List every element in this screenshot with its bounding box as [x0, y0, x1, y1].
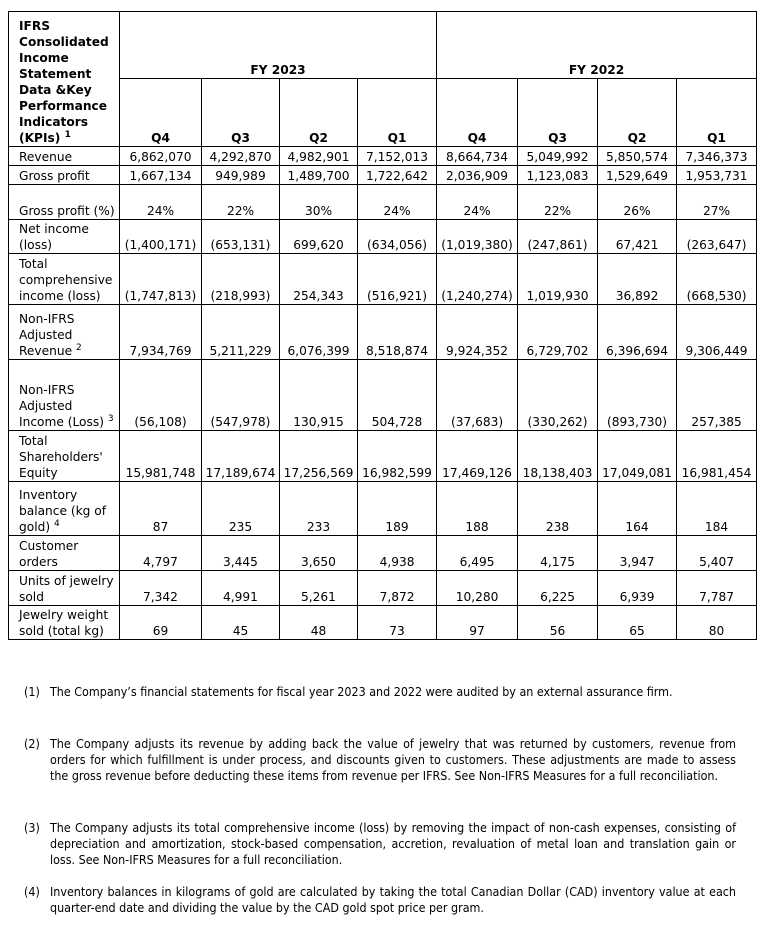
value-cell: 6,862,070 [120, 147, 202, 166]
value-cell: 17,256,569 [280, 431, 358, 482]
value-cell: 699,620 [280, 220, 358, 254]
row-label-text: Inventory balance (kg of gold) [19, 488, 107, 534]
value-cell: 254,343 [280, 254, 358, 305]
row-label-text: Jewelry weight sold (total kg) [19, 608, 109, 638]
corner-label: IFRS Consolidated Income Statement Data &Key Performance Indicators (KPIs) [19, 19, 109, 145]
value-cell: 4,175 [518, 536, 598, 571]
value-cell: 7,934,769 [120, 305, 202, 360]
value-cell: 9,924,352 [437, 305, 518, 360]
value-cell: 188 [437, 482, 518, 536]
fiscal-year-header-row [9, 12, 757, 79]
value-cell: 24% [358, 185, 437, 220]
footnote-item [24, 736, 736, 784]
value-cell: 5,049,992 [518, 147, 598, 166]
value-cell: 87 [120, 482, 202, 536]
row-label-text: Total comprehensive income (loss) [19, 257, 113, 303]
value-cell: 6,076,399 [280, 305, 358, 360]
value-cell: 27% [677, 185, 757, 220]
value-cell: (37,683) [437, 360, 518, 431]
footnote-text: Inventory balances in kilograms of gold are calculated by taking the total Canadian Dollar (CAD) inventory value at each quarter-end date and dividing the value by the CAD gold spot price per gram. [50, 884, 736, 915]
value-cell: 3,947 [598, 536, 677, 571]
footnote-text: The Company adjusts its revenue by adding back the value of jewelry that was returned by customers, revenue from orders for which fulfillment is under process, and discounts given to customers. These adjustments are made to assess the gross revenue before deducting these items from revenue per IFRS. See Non-IFRS Measures for a full reconciliation. [50, 736, 736, 783]
value-cell: 4,797 [120, 536, 202, 571]
value-cell: (653,131) [202, 220, 280, 254]
value-cell: 6,225 [518, 571, 598, 606]
value-cell: 130,915 [280, 360, 358, 431]
footnote-item [24, 820, 736, 868]
value-cell: 5,261 [280, 571, 358, 606]
value-cell: 504,728 [358, 360, 437, 431]
value-cell: 7,342 [120, 571, 202, 606]
value-cell: 5,850,574 [598, 147, 677, 166]
value-cell: (263,647) [677, 220, 757, 254]
value-cell: 184 [677, 482, 757, 536]
value-cell: 24% [437, 185, 518, 220]
row-label [9, 571, 120, 606]
value-cell: 8,518,874 [358, 305, 437, 360]
value-cell: 7,152,013 [358, 147, 437, 166]
value-cell: 65 [598, 606, 677, 640]
row-label [9, 185, 120, 220]
value-cell: 5,211,229 [202, 305, 280, 360]
value-cell: 1,529,649 [598, 166, 677, 185]
value-cell: 164 [598, 482, 677, 536]
value-cell: 5,407 [677, 536, 757, 571]
quarter-header: Q2 [598, 79, 677, 147]
row-label [9, 254, 120, 305]
row-label [9, 482, 120, 536]
value-cell: 949,989 [202, 166, 280, 185]
value-cell: 48 [280, 606, 358, 640]
table-row [9, 606, 757, 640]
footnote-ref: 3 [107, 414, 114, 424]
value-cell: 16,982,599 [358, 431, 437, 482]
footnote-mark: (4) [24, 884, 40, 899]
footnote-text: The Company adjusts its total comprehensive income (loss) by removing the impact of non-cash expenses, consisting of depreciation and amortization, stock-based compensation, accretion, revaluation of metal loan and translation gain or loss. See Non-IFRS Measures for a full reconciliation. [50, 820, 736, 867]
value-cell: 30% [280, 185, 358, 220]
value-cell: 22% [518, 185, 598, 220]
quarter-header: Q3 [202, 79, 280, 147]
row-label [9, 606, 120, 640]
value-cell: 1,123,083 [518, 166, 598, 185]
fy-header: FY 2023 [120, 12, 437, 79]
value-cell: 97 [437, 606, 518, 640]
row-label-text: Gross profit [19, 169, 90, 183]
quarter-header-row [9, 79, 757, 147]
table-row [9, 536, 757, 571]
value-cell: 24% [120, 185, 202, 220]
quarter-header: Q4 [437, 79, 518, 147]
value-cell: 7,787 [677, 571, 757, 606]
quarter-header: Q2 [280, 79, 358, 147]
value-cell: 56 [518, 606, 598, 640]
quarter-header: Q1 [677, 79, 757, 147]
value-cell: 73 [358, 606, 437, 640]
footnote-ref: 2 [75, 343, 82, 353]
value-cell: 80 [677, 606, 757, 640]
footnote-item [24, 684, 736, 700]
row-label-text: Net income (loss) [19, 222, 89, 252]
value-cell: 22% [202, 185, 280, 220]
quarter-header: Q1 [358, 79, 437, 147]
value-cell: 16,981,454 [677, 431, 757, 482]
table-row [9, 571, 757, 606]
table-row [9, 254, 757, 305]
value-cell: (56,108) [120, 360, 202, 431]
value-cell: 233 [280, 482, 358, 536]
table-row [9, 220, 757, 254]
value-cell: (1,747,813) [120, 254, 202, 305]
value-cell: 4,982,901 [280, 147, 358, 166]
value-cell: 7,872 [358, 571, 437, 606]
kpi-table [8, 11, 757, 640]
value-cell: 6,396,694 [598, 305, 677, 360]
value-cell: 3,650 [280, 536, 358, 571]
value-cell: 67,421 [598, 220, 677, 254]
row-label-text: Gross profit (%) [19, 204, 115, 218]
value-cell: 17,469,126 [437, 431, 518, 482]
value-cell: 15,981,748 [120, 431, 202, 482]
value-cell: 189 [358, 482, 437, 536]
row-label [9, 305, 120, 360]
fy-header: FY 2022 [437, 12, 757, 79]
row-label-text: Non-IFRS Adjusted Revenue [19, 312, 75, 358]
row-label-text: Customer orders [19, 539, 79, 569]
value-cell: 6,939 [598, 571, 677, 606]
value-cell: 26% [598, 185, 677, 220]
value-cell: 10,280 [437, 571, 518, 606]
value-cell: 6,495 [437, 536, 518, 571]
value-cell: (668,530) [677, 254, 757, 305]
value-cell: 4,938 [358, 536, 437, 571]
value-cell: (1,240,274) [437, 254, 518, 305]
value-cell: 4,292,870 [202, 147, 280, 166]
value-cell: (547,978) [202, 360, 280, 431]
value-cell: 4,991 [202, 571, 280, 606]
value-cell: 1,722,642 [358, 166, 437, 185]
value-cell: 6,729,702 [518, 305, 598, 360]
footnote-item [24, 884, 736, 916]
row-label [9, 431, 120, 482]
row-label [9, 220, 120, 254]
row-label-text: Units of jewelry sold [19, 574, 114, 604]
footnote-mark: (2) [24, 736, 40, 751]
quarter-header: Q3 [518, 79, 598, 147]
value-cell: 1,667,134 [120, 166, 202, 185]
table-row [9, 482, 757, 536]
row-label-text: Total Shareholders' Equity [19, 434, 103, 480]
value-cell: (330,262) [518, 360, 598, 431]
value-cell: 3,445 [202, 536, 280, 571]
footnote-mark: (3) [24, 820, 40, 835]
footnote-ref: 1 [64, 130, 71, 140]
value-cell: 1,953,731 [677, 166, 757, 185]
value-cell: (1,400,171) [120, 220, 202, 254]
row-label [9, 536, 120, 571]
value-cell: 45 [202, 606, 280, 640]
footnote-ref: 4 [53, 519, 60, 529]
table-row [9, 360, 757, 431]
value-cell: 9,306,449 [677, 305, 757, 360]
footnote-mark: (1) [24, 684, 40, 699]
value-cell: 18,138,403 [518, 431, 598, 482]
value-cell: 238 [518, 482, 598, 536]
value-cell: 235 [202, 482, 280, 536]
value-cell: 17,189,674 [202, 431, 280, 482]
value-cell: (1,019,380) [437, 220, 518, 254]
table-row [9, 185, 757, 220]
row-label [9, 360, 120, 431]
table-row [9, 305, 757, 360]
value-cell: 17,049,081 [598, 431, 677, 482]
value-cell: 69 [120, 606, 202, 640]
row-label [9, 166, 120, 185]
value-cell: (893,730) [598, 360, 677, 431]
row-label [9, 147, 120, 166]
value-cell: (516,921) [358, 254, 437, 305]
value-cell: 257,385 [677, 360, 757, 431]
value-cell: 1,019,930 [518, 254, 598, 305]
value-cell: (634,056) [358, 220, 437, 254]
value-cell: 1,489,700 [280, 166, 358, 185]
table-row [9, 147, 757, 166]
row-label-text: Non-IFRS Adjusted Income (Loss) [19, 383, 104, 429]
value-cell: 2,036,909 [437, 166, 518, 185]
quarter-header: Q4 [120, 79, 202, 147]
corner-header [9, 12, 120, 147]
table-row [9, 431, 757, 482]
value-cell: (247,861) [518, 220, 598, 254]
value-cell: 36,892 [598, 254, 677, 305]
row-label-text: Revenue [19, 150, 73, 164]
value-cell: (218,993) [202, 254, 280, 305]
footnote-text: The Company’s financial statements for fiscal year 2023 and 2022 were audited by an external assurance firm. [50, 684, 673, 699]
value-cell: 8,664,734 [437, 147, 518, 166]
value-cell: 7,346,373 [677, 147, 757, 166]
table-row [9, 166, 757, 185]
